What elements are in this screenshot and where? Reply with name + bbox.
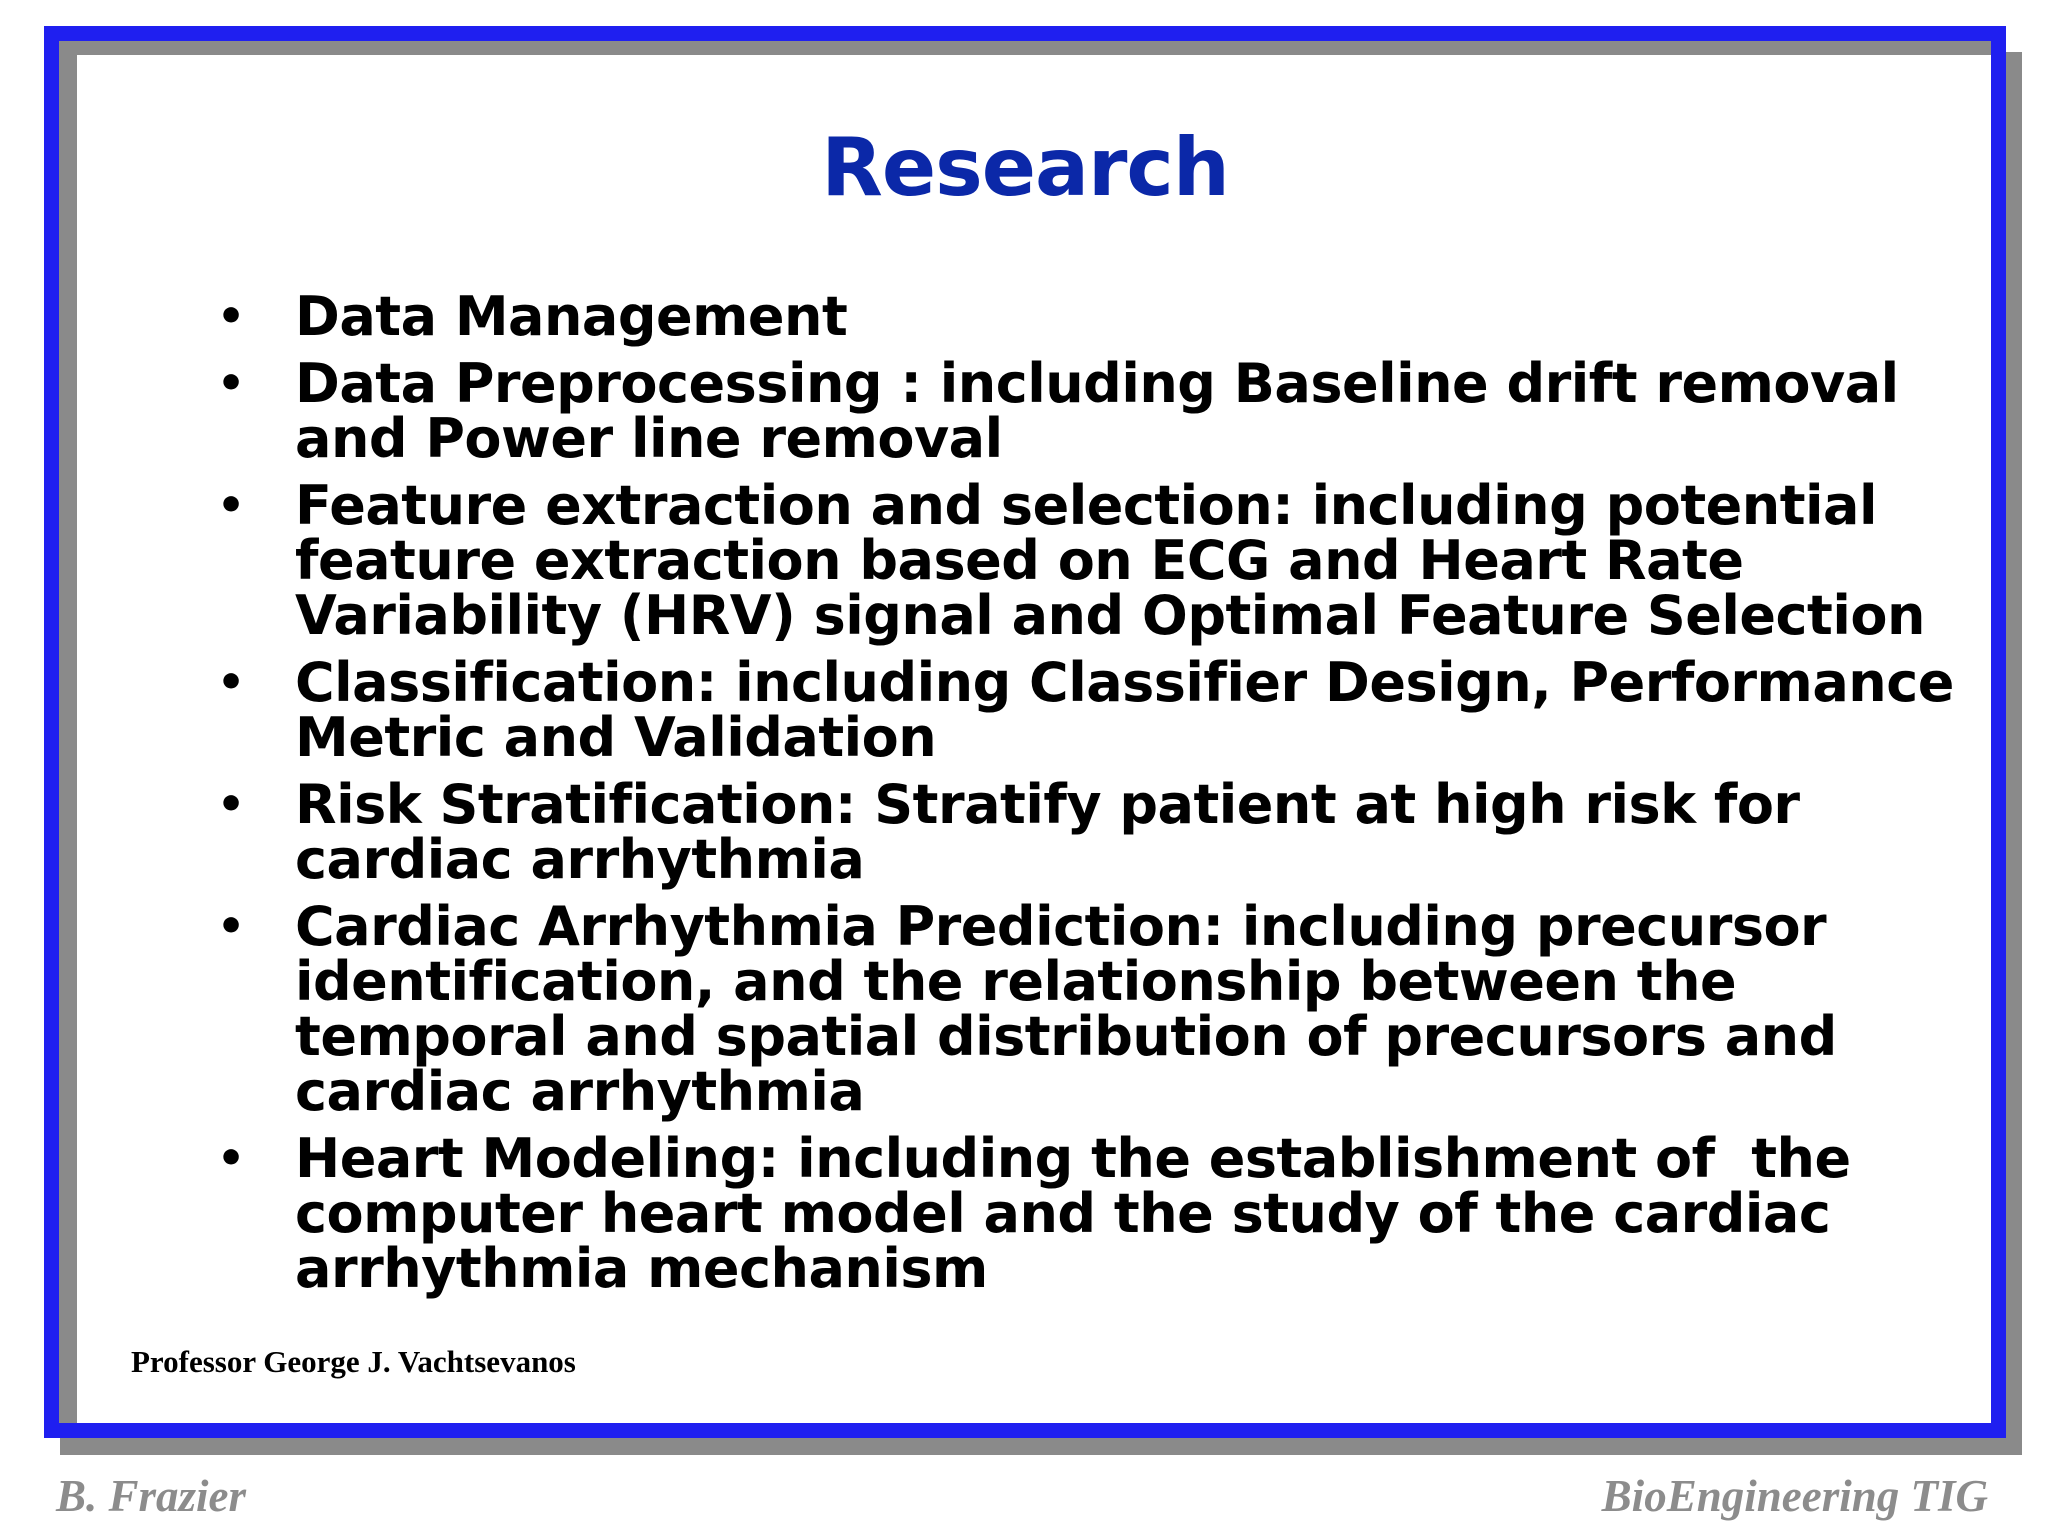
inner-shadow-left [59,41,77,1423]
slide-frame [44,26,2006,1438]
bullet-text: Risk Stratification: Stratify patient at high risk for cardiac arrhythmia [295,773,1800,891]
slide-title: Research [821,121,1229,214]
bullet-text: Data Management [295,285,848,348]
bullet-dot: • [217,657,245,708]
footer-author: B. Frazier [56,1471,247,1521]
bullet-item-risk-stratification [169,773,1999,891]
bullet-item-arrhythmia-prediction [169,895,1999,1123]
bullet-text: Classification: including Classifier Design, Performance Metric and Validation [295,651,1954,769]
bullet-text: Cardiac Arrhythmia Prediction: including precursor identification, and the relationship between the temporal and spatial distribution of precursors and cardiac arrhythmia [295,895,1837,1123]
bullet-item-classification [169,651,1999,769]
bullet-item-data-management [169,285,1999,348]
bullet-text: Heart Modeling: including the establishment of the computer heart model and the study of the cardiac arrhythmia mechanism [295,1127,1869,1300]
bullet-item-feature-extraction [169,474,1999,647]
bullet-text: Feature extraction and selection: including potential feature extraction based on ECG and Heart Rate Variability (HRV) signal and Optimal Feature Selection [295,474,1925,647]
inner-shadow-top [59,41,1991,55]
bullet-dot: • [217,779,245,830]
bullet-item-data-preprocessing [169,352,1999,470]
bullet-dot: • [217,901,245,952]
footer-group: BioEngineering TIG [1601,1471,1988,1521]
presenter-name: Professor George J. Vachtsevanos [131,1344,576,1379]
bullet-dot: • [217,358,245,409]
bullet-item-heart-modeling [169,1127,1999,1300]
bullet-text: Data Preprocessing : including Baseline drift removal and Power line removal [295,352,1954,470]
bullet-list [169,285,1999,1308]
bullet-dot: • [217,480,245,531]
bullet-dot: • [217,1133,245,1184]
bullet-dot: • [217,291,245,342]
